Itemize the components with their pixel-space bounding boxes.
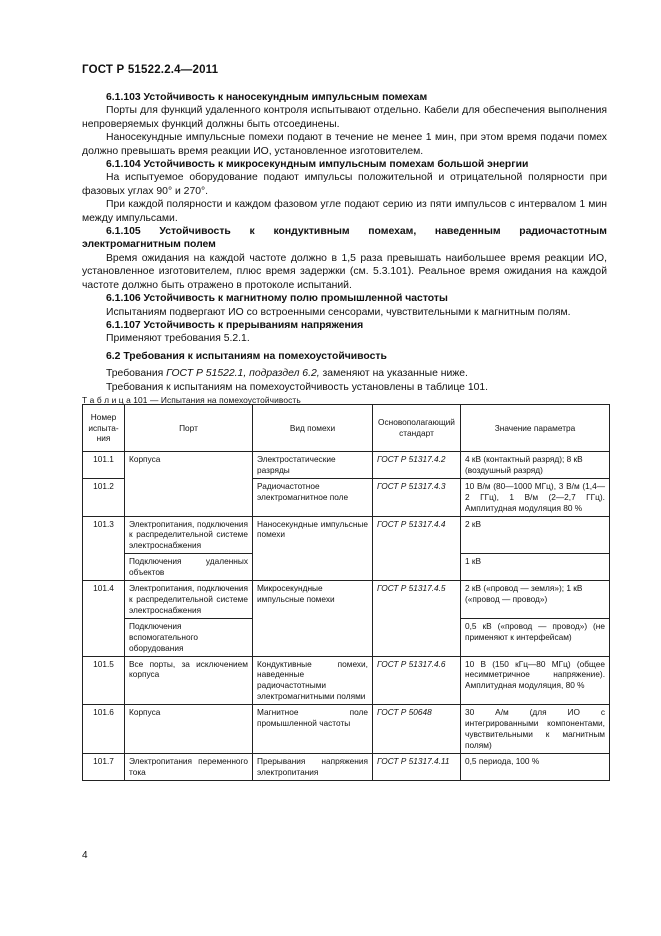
cell-value: 10 В/м (80—1000 МГц), 3 В/м (1,4—2 ГГц), 1 В/м (2—2,7 ГГц). Амплитудная модуляция 80 %: [461, 478, 610, 516]
cell-disturbance: Радиочастотное электромагнитное поле: [253, 478, 373, 516]
cell-port: Электропитания переменного тока: [125, 753, 253, 780]
section-6-2-text-1-post: заменяют на указанные ниже.: [319, 368, 468, 380]
section-6-2-title: 6.2 Требования к испытаниям на помехоустойчивость: [106, 350, 387, 362]
cell-port: Электропитания, подключения к распределительной системе электроснабжения: [125, 516, 253, 554]
cell-disturbance: Электростатические разряды: [253, 452, 373, 479]
table-row: [83, 656, 610, 705]
cell-value: 10 В (150 кГц—80 МГц) (общее несимметричное напряжение). Амплитудная модуляция, 80 %: [461, 656, 610, 705]
cell-number: 101.2: [83, 478, 125, 516]
table-row: [83, 581, 610, 619]
immunity-test-table: [82, 404, 610, 781]
cell-number: 101.7: [83, 753, 125, 780]
cell-number: 101.3: [83, 516, 125, 581]
cell-standard: ГОСТ Р 51317.4.2: [373, 452, 461, 479]
cell-standard: ГОСТ Р 51317.4.3: [373, 478, 461, 516]
section-6-2-text-1-pre: Требования: [106, 368, 167, 380]
table-row: [83, 705, 610, 754]
cell-value: 2 кВ («провод — земля»); 1 кВ («провод — провод»): [461, 581, 610, 619]
cell-port: Корпуса: [125, 452, 253, 517]
cell-standard: ГОСТ Р 51317.4.11: [373, 753, 461, 780]
page-number: 4: [82, 850, 88, 861]
table-header-row: [83, 405, 610, 452]
cell-number: 101.1: [83, 452, 125, 479]
cell-number: 101.4: [83, 581, 125, 656]
cell-standard: ГОСТ Р 51317.4.5: [373, 581, 461, 656]
cell-disturbance: Наносекундные импульсные помехи: [253, 516, 373, 581]
table-row: [83, 516, 610, 554]
cell-value: 30 А/м (для ИО с интегрированными компонентами, чувствительными к магнитным полям): [461, 705, 610, 754]
cell-standard: ГОСТ Р 51317.4.6: [373, 656, 461, 705]
header-basic-standard: Основополагающий стандарт: [373, 405, 461, 452]
cell-port: Подключения вспомогательного оборудования: [125, 618, 253, 656]
header-port: Порт: [125, 405, 253, 452]
section-6-1-103-text-1: Порты для функций удаленного контроля испытывают отдельно. Кабели для обеспечения выполнения непроверяемых функций должны быть отсоединены.: [82, 105, 607, 130]
cell-port: Корпуса: [125, 705, 253, 754]
section-6-1-105-text-1: Время ожидания на каждой частоте должно в 1,5 раза превышать наибольшее время реакции ИО, установленное изготовителем, плюс время задержки (см. 5.3.101). Реальное время ожидания на каждой частоте должно быть отражено в протоколе испытаний.: [82, 252, 607, 291]
cell-disturbance: Кондуктивные помехи, наведенные радиочастотными электромагнитными полями: [253, 656, 373, 705]
cell-disturbance: Микросекундные импульсные помехи: [253, 581, 373, 656]
cell-port: Подключения удаленных объектов: [125, 554, 253, 581]
cell-disturbance: Прерывания напряжения электропитания: [253, 753, 373, 780]
section-6-1-104-text-1: На испытуемое оборудование подают импульсы положительной и отрицательной полярности при фазовых углах 90° и 270°.: [82, 172, 607, 197]
document-body: [82, 91, 607, 407]
cell-port: Все порты, за исключением корпуса: [125, 656, 253, 705]
table-caption: Т а б л и ц а 101 — Испытания на помехоустойчивость: [82, 394, 301, 405]
section-6-2-reference: ГОСТ Р 51522.1, подраздел 6.2,: [166, 368, 320, 380]
cell-number: 101.5: [83, 656, 125, 705]
cell-value: 0,5 кВ («провод — провод») (не применяют к интерфейсам): [461, 618, 610, 656]
table-row: [83, 753, 610, 780]
section-6-1-106-text-1: Испытаниям подвергают ИО со встроенными сенсорами, чувствительными к магнитным полям.: [106, 306, 571, 318]
header-test-number: Номер испыта-ния: [83, 405, 125, 452]
section-6-1-107-title: 6.1.107 Устойчивость к прерываниям напряжения: [106, 319, 364, 331]
table-row: [83, 452, 610, 479]
header-disturbance-type: Вид помехи: [253, 405, 373, 452]
section-6-2-text-2: Требования к испытаниям на помехоустойчивость установлены в таблице 101.: [106, 381, 489, 393]
cell-port: Электропитания, подключения к распределительной системе электроснабжения: [125, 581, 253, 619]
section-6-2-text-1: [82, 367, 607, 380]
cell-value: 4 кВ (контактный разряд); 8 кВ (воздушный разряд): [461, 452, 610, 479]
header-parameter-value: Значение параметра: [461, 405, 610, 452]
section-6-1-107-text-1: Применяют требования 5.2.1.: [106, 333, 250, 345]
cell-standard: ГОСТ Р 50648: [373, 705, 461, 754]
section-6-1-106-title: 6.1.106 Устойчивость к магнитному полю промышленной частоты: [106, 293, 448, 305]
section-6-1-103-title: 6.1.103 Устойчивость к наносекундным импульсным помехам: [106, 92, 428, 103]
cell-value: 0,5 периода, 100 %: [461, 753, 610, 780]
cell-standard: ГОСТ Р 51317.4.4: [373, 516, 461, 581]
section-6-1-104-text-2: При каждой полярности и каждом фазовом угле подают серию из пяти импульсов с интервалом 1 мин между импульсами.: [82, 199, 607, 224]
cell-disturbance: Магнитное поле промышленной частоты: [253, 705, 373, 754]
cell-number: 101.6: [83, 705, 125, 754]
cell-value: 2 кВ: [461, 516, 610, 554]
section-6-1-105-title: 6.1.105 Устойчивость к кондуктивным помехам, наведенным радиочастотным электромагнитным полем: [82, 226, 607, 251]
section-6-1-103-text-2: Наносекундные импульсные помехи подают в течение не менее 1 мин, при этом время подачи помех должно превышать время реакции ИО, установленное изготовителем.: [82, 132, 607, 157]
cell-value: 1 кВ: [461, 554, 610, 581]
document-code: ГОСТ Р 51522.2.4—2011: [82, 64, 219, 76]
section-6-1-104-title: 6.1.104 Устойчивость к микросекундным импульсным помехам большой энергии: [106, 159, 529, 171]
